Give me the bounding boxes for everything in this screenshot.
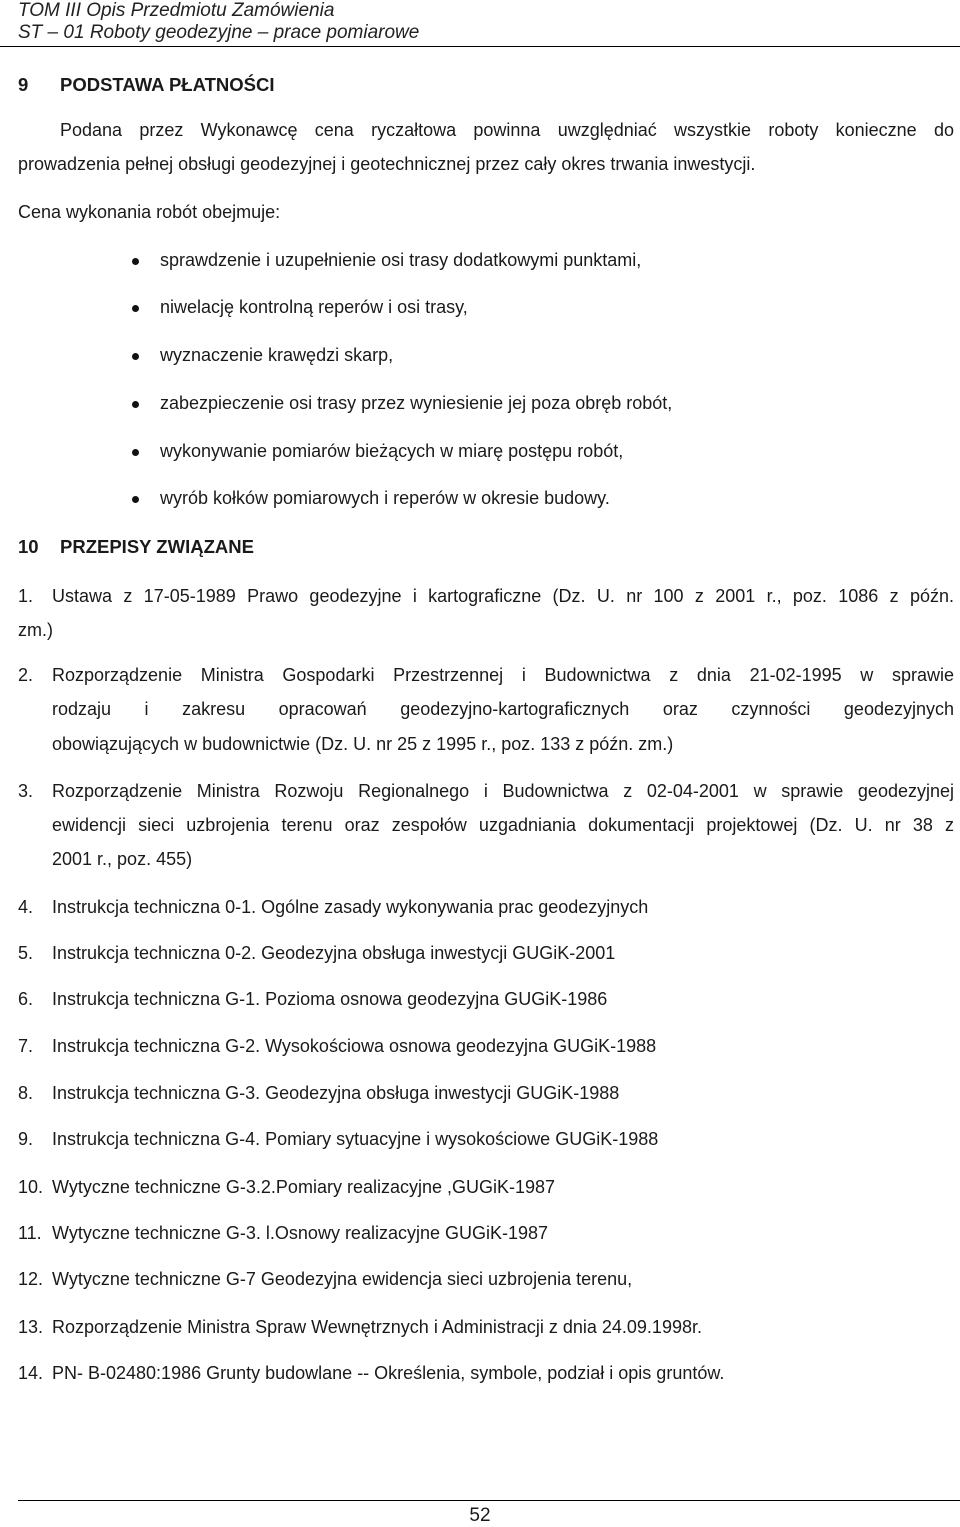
page-number: 52: [469, 1505, 491, 1526]
section-number: 10: [18, 536, 39, 557]
reference-line: Instrukcja techniczna 0-2. Geodezyjna obsługa inwestycji GUGiK-2001: [52, 943, 616, 963]
header-subtitle: ST – 01 Roboty geodezyjne – prace pomiarowe: [18, 22, 420, 43]
list-item: sprawdzenie i uzupełnienie osi trasy dodatkowymi punktami,: [160, 250, 642, 270]
bullet-icon: [132, 449, 139, 456]
reference-number: 5.: [18, 943, 34, 963]
reference-line: Instrukcja techniczna G-4. Pomiary sytuacyjne i wysokościowe GUGiK-1988: [52, 1129, 659, 1149]
bullet-icon: [132, 305, 139, 312]
reference-line: Wytyczne techniczne G-3. l.Osnowy realizacyjne GUGiK-1987: [52, 1223, 549, 1243]
reference-line: ewidencji sieci uzbrojenia terenu oraz zespołów uzgadniania dokumentacji projektowej (Dz. U. nr 38 z: [52, 815, 954, 835]
list-intro: Cena wykonania robót obejmuje:: [18, 202, 281, 222]
reference-number: 8.: [18, 1083, 34, 1103]
list-item: wykonywanie pomiarów bieżących w miarę postępu robót,: [160, 441, 624, 461]
reference-line: 2001 r., poz. 455): [52, 849, 193, 869]
section-title: PRZEPISY ZWIĄZANE: [60, 536, 254, 557]
reference-line: Instrukcja techniczna 0-1. Ogólne zasady wykonywania prac geodezyjnych: [52, 897, 649, 917]
reference-line: Instrukcja techniczna G-2. Wysokościowa osnowa geodezyjna GUGiK-1988: [52, 1036, 657, 1056]
reference-line: Instrukcja techniczna G-1. Pozioma osnowa geodezyjna GUGiK-1986: [52, 989, 608, 1009]
reference-number: 12.: [18, 1269, 44, 1289]
bullet-icon: [132, 496, 139, 503]
paragraph-line: prowadzenia pełnej obsługi geodezyjnej i geotechnicznej przez cały okres trwania inwestycji.: [18, 154, 756, 174]
bullet-icon: [132, 401, 139, 408]
reference-number: 11.: [18, 1223, 42, 1243]
reference-line: Wytyczne techniczne G-7 Geodezyjna ewidencja sieci uzbrojenia terenu,: [52, 1269, 633, 1289]
reference-line: rodzaju i zakresu opracowań geodezyjno-kartograficznych oraz czynności geodezyjnych: [52, 699, 954, 719]
header-title: TOM III Opis Przedmiotu Zamówienia: [18, 0, 335, 21]
section-number: 9: [18, 74, 29, 95]
reference-number: 13.: [18, 1317, 44, 1337]
reference-line: zm.): [18, 620, 53, 640]
list-item: niwelację kontrolną reperów i osi trasy,: [160, 297, 468, 317]
list-item: wyznaczenie krawędzi skarp,: [160, 345, 394, 365]
reference-line: Ustawa z 17-05-1989 Prawo geodezyjne i kartograficzne (Dz. U. nr 100 z 2001 r., poz. 1086 z późn.: [52, 586, 954, 606]
list-item: wyrób kołków pomiarowych i reperów w okresie budowy.: [160, 488, 610, 508]
reference-line: Wytyczne techniczne G-3.2.Pomiary realizacyjne ,GUGiK-1987: [52, 1177, 556, 1197]
reference-line: Rozporządzenie Ministra Gospodarki Przestrzennej i Budownictwa z dnia 21-02-1995 w sprawie: [52, 665, 954, 685]
reference-line: Rozporządzenie Ministra Rozwoju Regionalnego i Budownictwa z 02-04-2001 w sprawie geodezyjnej: [52, 781, 954, 801]
reference-number: 6.: [18, 989, 34, 1009]
section-title: PODSTAWA PŁATNOŚCI: [60, 74, 275, 95]
paragraph-line: Podana przez Wykonawcę cena ryczałtowa powinna uwzględniać wszystkie roboty konieczne do: [60, 120, 954, 140]
footer-rule: [18, 1500, 960, 1501]
reference-number: 9.: [18, 1129, 34, 1149]
reference-line: Rozporządzenie Ministra Spraw Wewnętrznych i Administracji z dnia 24.09.1998r.: [52, 1317, 702, 1337]
bullet-icon: [132, 258, 139, 265]
reference-number: 4.: [18, 897, 34, 917]
reference-number: 14.: [18, 1363, 44, 1383]
reference-number: 2.: [18, 665, 34, 685]
reference-number: 3.: [18, 781, 34, 801]
reference-number: 7.: [18, 1036, 34, 1056]
reference-line: obowiązujących w budownictwie (Dz. U. nr 25 z 1995 r., poz. 133 z późn. zm.): [52, 734, 674, 754]
reference-number: 1.: [18, 586, 34, 606]
list-item: zabezpieczenie osi trasy przez wyniesienie jej poza obręb robót,: [160, 393, 673, 413]
reference-line: Instrukcja techniczna G-3. Geodezyjna obsługa inwestycji GUGiK-1988: [52, 1083, 620, 1103]
reference-number: 10.: [18, 1177, 44, 1197]
header-rule: [0, 46, 960, 47]
bullet-icon: [132, 353, 139, 360]
reference-line: PN- B-02480:1986 Grunty budowlane -- Określenia, symbole, podział i opis gruntów.: [52, 1363, 725, 1383]
document-header: [18, 0, 419, 44]
